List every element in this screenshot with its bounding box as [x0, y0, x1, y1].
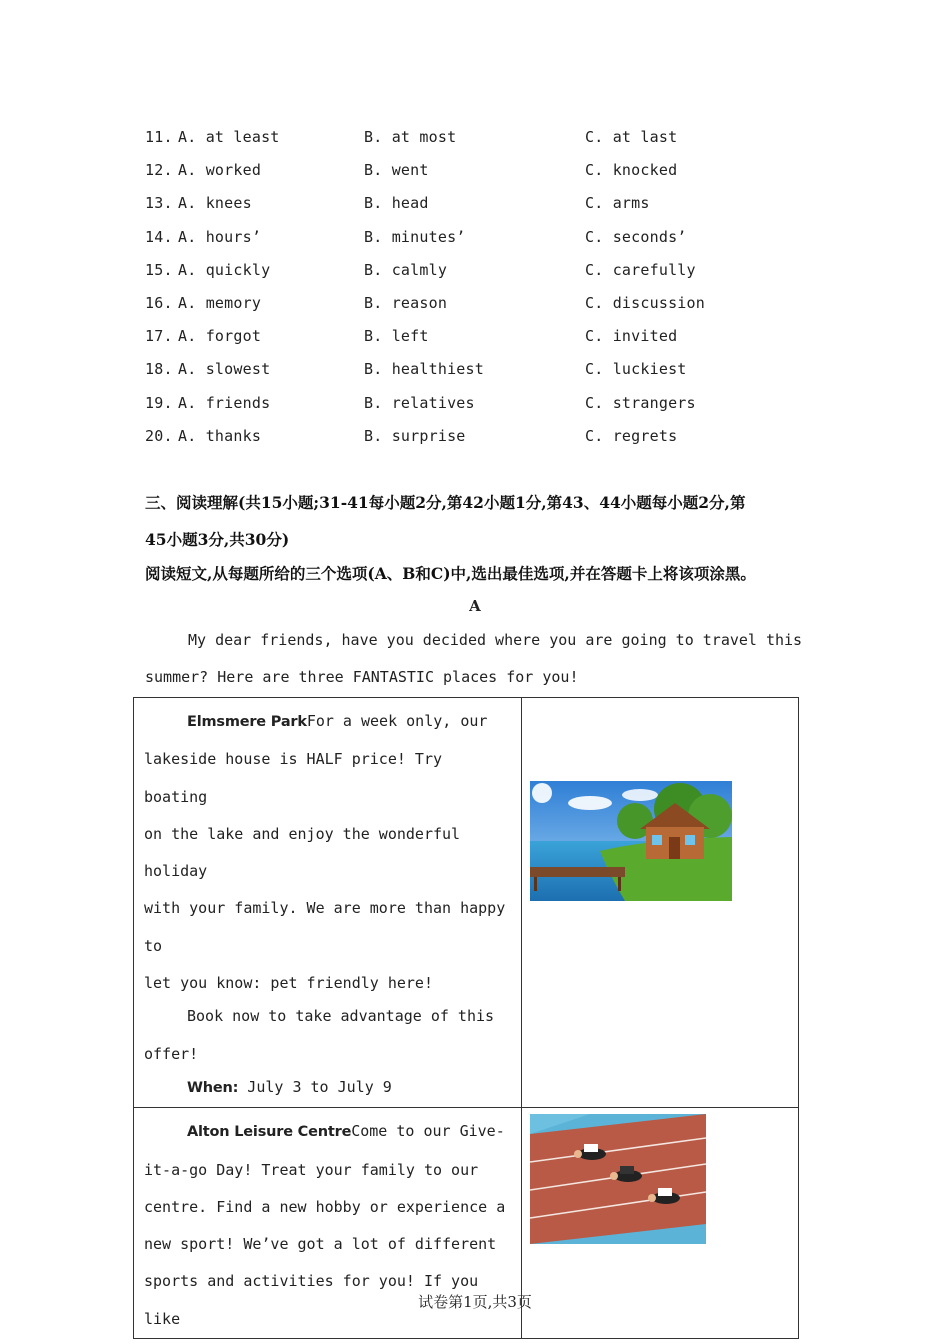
- question-number: 17.: [145, 327, 173, 346]
- option-row: [145, 259, 845, 292]
- when-value: July 3 to July 9: [238, 1077, 392, 1096]
- ad-image-cell: [521, 698, 798, 1108]
- page-footer: 试卷第1页,共3页: [418, 1293, 532, 1311]
- option-row: [145, 159, 845, 192]
- option-c: C. luckiest: [585, 360, 687, 379]
- option-row: [145, 325, 845, 358]
- option-row: [145, 392, 845, 425]
- intro-paragraph: [145, 622, 805, 696]
- section-heading: 三、阅读理解(共15小题;31-41每小题2分,第42小题1分,第43、44小题每小题2分,第: [145, 493, 746, 512]
- lakeside-house-image: [530, 781, 732, 901]
- ad-text-cell: Elmsmere ParkFor a week only, our lakeside house is HALF price! Try boating on the lake and enjoy the wonderful holiday with your family. We are more than happy to let you know: pet friendly here! Book now to take advantage of this offer! When: July 3 to July 9: [134, 698, 522, 1108]
- question-number: 11.: [145, 128, 173, 146]
- option-b: B. surprise: [364, 426, 466, 445]
- question-number: 12.: [145, 161, 173, 180]
- option-b: B. relatives: [364, 393, 475, 412]
- question-number: 16.: [145, 293, 173, 312]
- option-b: B. reason: [364, 293, 448, 312]
- option-b: B. at most: [364, 128, 457, 146]
- running-track-image: [530, 1114, 706, 1244]
- option-c: C. knocked: [585, 161, 678, 180]
- question-number: 13.: [145, 194, 173, 213]
- ad-title: Alton Leisure Centre: [187, 1124, 352, 1141]
- options-list: [145, 126, 845, 458]
- option-a: A. slowest: [178, 360, 271, 379]
- option-a: A. worked: [178, 161, 262, 180]
- option-a: A. quickly: [178, 260, 271, 279]
- ad-title: Elmsmere Park: [187, 714, 307, 730]
- option-c: C. strangers: [585, 393, 696, 412]
- option-b: B. went: [364, 161, 429, 180]
- option-row: [145, 192, 845, 225]
- passage-label: A: [469, 597, 481, 615]
- option-a: A. thanks: [178, 426, 262, 445]
- option-a: A. hours’: [178, 227, 262, 246]
- question-number: 19.: [145, 393, 173, 412]
- option-b: B. healthiest: [364, 360, 484, 379]
- question-number: 20.: [145, 426, 173, 445]
- ad-text-cell: Alton Leisure CentreCome to our Give- it-a-go Day! Treat your family to our centre. Find a new hobby or experience a new sport! We’ve got a lot of different sports and activities for you! If you like: [134, 1108, 522, 1339]
- option-a: A. knees: [178, 194, 252, 213]
- question-number: 14.: [145, 227, 173, 246]
- option-c: C. discussion: [585, 293, 705, 312]
- ad-row: [134, 698, 799, 1108]
- intro-line: summer? Here are three FANTASTIC places for you!: [145, 668, 579, 686]
- option-row: [145, 126, 845, 159]
- question-number: 15.: [145, 260, 173, 279]
- option-row: [145, 358, 845, 391]
- when-label: When:: [187, 1079, 239, 1096]
- option-a: A. friends: [178, 393, 271, 412]
- option-c: C. invited: [585, 327, 678, 346]
- option-a: A. at least: [178, 128, 280, 146]
- option-c: C. at last: [585, 128, 678, 146]
- option-c: C. carefully: [585, 260, 696, 279]
- option-b: B. head: [364, 194, 429, 213]
- option-c: C. regrets: [585, 426, 678, 445]
- option-c: C. seconds’: [585, 227, 687, 246]
- option-row: [145, 292, 845, 325]
- ads-table: [133, 697, 799, 1339]
- option-a: A. forgot: [178, 327, 262, 346]
- option-a: A. memory: [178, 293, 262, 312]
- option-c: C. arms: [585, 194, 650, 213]
- option-b: B. calmly: [364, 260, 448, 279]
- option-row: [145, 226, 845, 259]
- question-number: 18.: [145, 360, 173, 379]
- intro-line: My dear friends, have you decided where you are going to travel this: [188, 631, 803, 649]
- section-instruction: 阅读短文,从每题所给的三个选项(A、B和C)中,选出最佳选项,并在答题卡上将该项涂黑。: [145, 564, 756, 583]
- option-row: [145, 425, 845, 458]
- option-b: B. left: [364, 327, 429, 346]
- section-heading-cont: 45小题3分,共30分): [145, 530, 290, 549]
- option-b: B. minutes’: [364, 227, 466, 246]
